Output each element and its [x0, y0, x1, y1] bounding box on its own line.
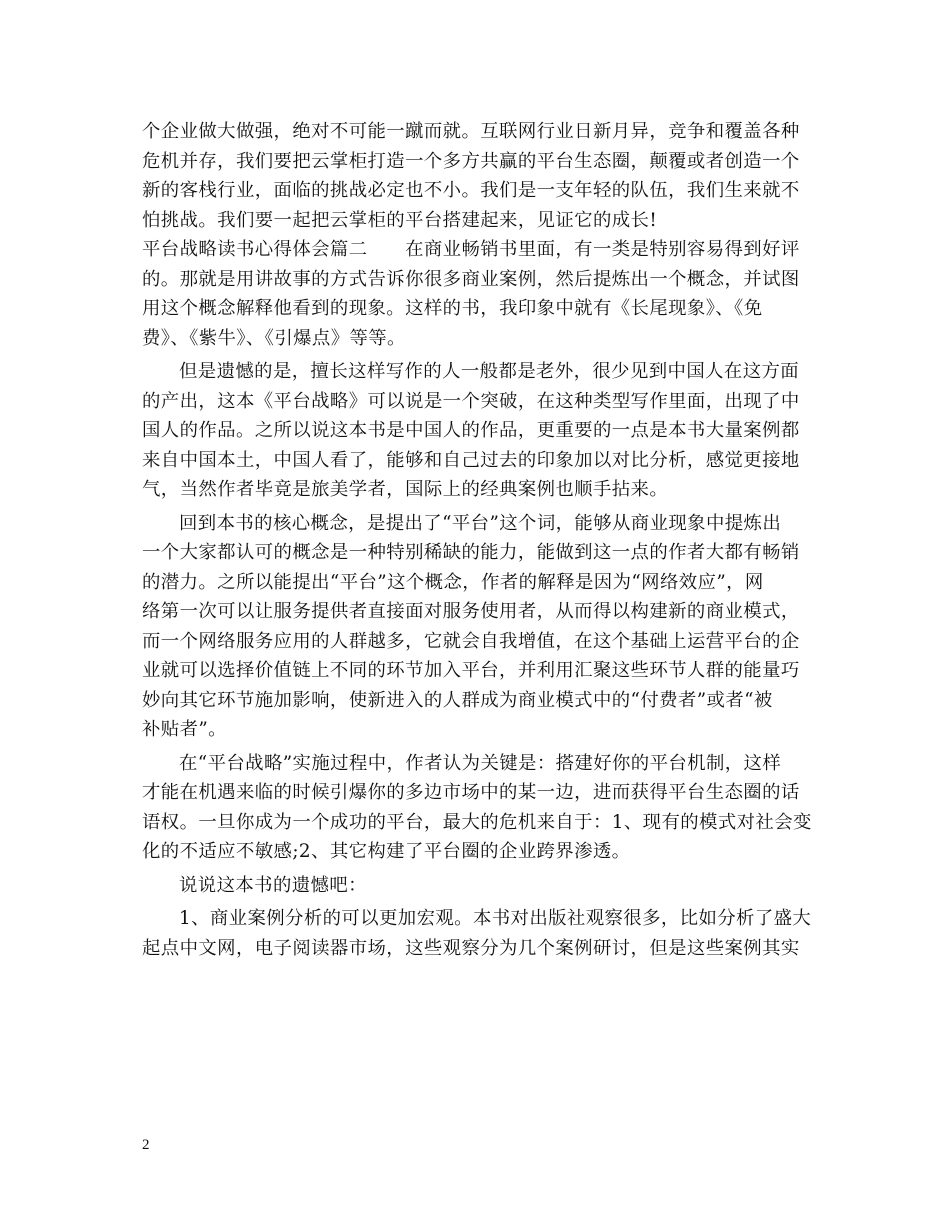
text-line: 的潜力。之所以能提出“平台”这个概念，作者的解释是因为“网络效应”，网 [142, 571, 764, 593]
paragraph-first-line: 回到本书的核心概念，是提出了“平台”这个词，能够从商业现象中提炼出 [179, 512, 782, 534]
section-heading-line: 平台战略读书心得体会篇二 在商业畅销书里面，有一类是特别容易得到好评 [142, 239, 800, 260]
paragraph-first-line: 1、商业案例分析的可以更加宏观。本书对出版社观察很多，比如分析了盛大 [179, 908, 812, 929]
text-line: 来自中国本土，中国人看了，能够和自己过去的印象加以对比分析，感觉更接地 [142, 449, 800, 471]
text-line: 络第一次可以让服务提供者直接面对服务使用者，从而得以构建新的商业模式， [142, 601, 800, 622]
text-line: 个企业做大做强，绝对不可能一蹴而就。互联网行业日新月异，竞争和覆盖各种 [142, 121, 800, 142]
text-line: 补贴者”。 [142, 719, 227, 740]
text-line: 妙向其它环节施加影响，使新进入的人群成为商业模式中的“付费者”或者“被 [142, 689, 773, 711]
text-line: 而一个网络服务应用的人群越多，它就会自我增值，在这个基础上运营平台的企 [142, 630, 800, 652]
text-line: 新的客栈行业，面临的挑战必定也不小。我们是一支年轻的队伍，我们生来就不 [142, 180, 800, 201]
text-line: 起点中文网，电子阅读器市场，这些观察分为几个案例研讨，但是这些案例其实 [142, 937, 800, 959]
text-line: 国人的作品。之所以说这本书是中国人的作品，更重要的一点是本书大量案例都 [142, 420, 800, 441]
page-number: 2 [142, 1137, 150, 1153]
text-line: 化的不适应不敏感;2、其它构建了平台圈的企业跨界渗透。 [142, 841, 631, 862]
text-line: 气，当然作者毕竟是旅美学者，国际上的经典案例也顺手拈来。 [142, 479, 669, 500]
document-body [142, 117, 814, 963]
text-line: 费》、《紫牛》、《引爆点》等等。 [142, 327, 406, 349]
text-line: 一个大家都认可的概念是一种特别稀缺的能力，能做到这一点的作者大都有畅销 [142, 542, 800, 563]
text-line: 的。那就是用讲故事的方式告诉你很多商业案例，然后提炼出一个概念，并试图 [142, 268, 800, 290]
paragraph-first-line: 在“平台战略”实施过程中，作者认为关键是：搭建好你的平台机制，这样 [179, 752, 782, 774]
text-line: 业就可以选择价值链上不同的环节加入平台，并利用汇聚这些环节人群的能量巧 [142, 660, 800, 681]
text-line: 的产出，这本《平台战略》可以说是一个突破，在这种类型写作里面，出现了中 [142, 390, 800, 412]
text-line: 语权。一旦你成为一个成功的平台，最大的危机来自于：1、现有的模式对社会变 [142, 811, 812, 833]
text-line: 危机并存，我们要把云掌柜打造一个多方共赢的平台生态圈，颠覆或者创造一个 [142, 150, 800, 172]
paragraph-first-line: 说说这本书的遗憾吧： [179, 874, 367, 896]
text-line: 怕挑战。我们要一起把云掌柜的平台搭建起来，见证它的成长! [142, 209, 658, 231]
paragraph-first-line: 但是遗憾的是，擅长这样写作的人一般都是老外，很少见到中国人在这方面 [179, 361, 800, 382]
text-line: 用这个概念解释他看到的现象。这样的书，我印象中就有《长尾现象》、《免 [142, 298, 763, 319]
text-line: 才能在机遇来临的时候引爆你的多边市场中的某一边，进而获得平台生态圈的话 [142, 782, 800, 803]
